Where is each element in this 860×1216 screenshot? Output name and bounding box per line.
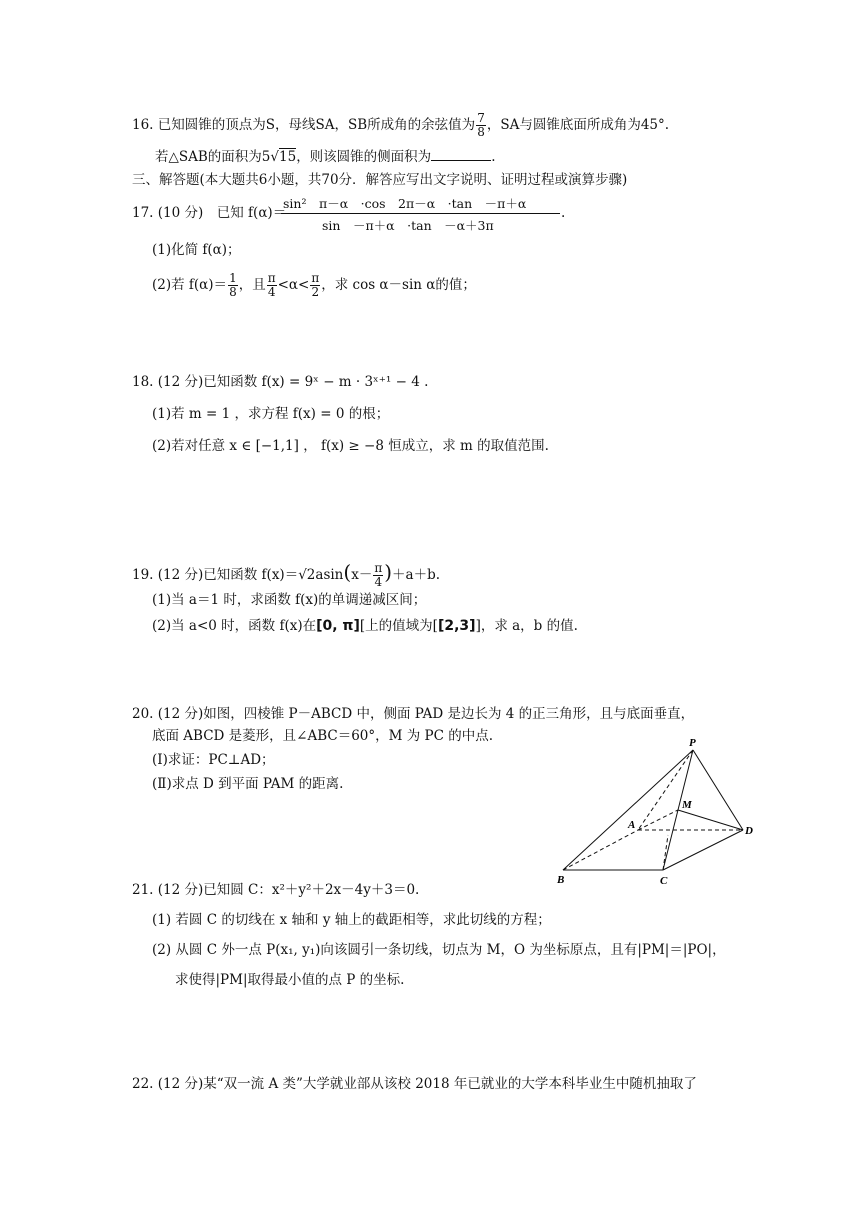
edge-cd <box>663 830 743 870</box>
edge-pb <box>563 750 693 870</box>
q20-line2: 底面 ABCD 是菱形，且∠ABC＝60°，M 为 PC 的中点. <box>152 728 494 744</box>
edge-md <box>678 810 743 830</box>
q21-part1: (1) 若圆 C 的切线在 x 轴和 y 轴上的截距相等，求此切线的方程； <box>152 912 551 928</box>
q18-line1: 18. (12 分)已知函数 f(x) = 9ˣ − m · 3ˣ⁺¹ − 4 . <box>132 374 429 390</box>
label-p: P <box>689 737 696 749</box>
q19-line1: 19. (12 分)已知函数 f(x)＝√2asin(x－ $\frac{\pi}{4}$ )＋a＋b. <box>132 560 441 589</box>
q22-line1: 22. (12 分)某“双一流 A 类”大学就业部从该校 2018 年已就业的大学本科毕业生中随机抽取了 <box>132 1076 697 1092</box>
edge-am <box>638 810 678 830</box>
q17-numerator: sin² π－α ·cos 2π－α ·tan －π＋α <box>283 196 527 211</box>
q20-line1: 20. (12 分)如图，四棱锥 P－ABCD 中，侧面 PAD 是边长为 4 的正三角形，且与底面垂直， <box>132 706 695 722</box>
q16-line1: 16. 已知圆锥的顶点为S，母线SA，SB所成角的余弦值为 $\frac{7}{8}$ ，SA与圆锥底面所成角为45°. <box>132 111 670 139</box>
answer-blank <box>431 146 491 161</box>
q17-part1: (1)化简 f(α)； <box>152 242 241 258</box>
q18-part1: (1)若 m = 1 ，求方程 f(x) = 0 的根； <box>152 406 390 422</box>
q19-part1: (1)当 a＝1 时，求函数 f(x)的单调递减区间； <box>152 592 427 608</box>
q17-tail: . <box>561 205 566 221</box>
label-c: C <box>660 875 668 887</box>
q17-line1: 17. (10 分) 已知 f(α)＝ <box>132 205 287 221</box>
q17-denominator: sin －π＋α ·tan －α＋3π <box>322 218 494 233</box>
label-m: M <box>682 799 692 811</box>
section-3-heading: 三、解答题(本大题共6小题，共70分．解答应写出文字说明、证明过程或演算步骤) <box>132 172 628 188</box>
q21-line1: 21. (12 分)已知圆 C：x²＋y²＋2x－4y＋3＝0. <box>132 882 420 898</box>
label-a: A <box>628 819 636 831</box>
label-b: B <box>557 874 565 886</box>
q19-part2: (2)当 a<0 时，函数 f(x)在[0, π][上的值域为[[2,3]]，求 a，b 的值. <box>152 618 578 634</box>
q16-fraction: $\frac{7}{8}$ <box>477 111 485 139</box>
q17-part2: (2)若 f(α)＝ $\frac{1}{8}$ ，且 $\frac{\pi}{4}$ <α< $\frac{\pi}{2}$ ，求 cos α－sin α的值； <box>152 271 476 299</box>
sqrt-symbol: √ <box>270 149 279 165</box>
q20-part2: (Ⅱ)求点 D 到平面 PAM 的距离. <box>152 776 344 792</box>
q20-part1: (Ⅰ)求证：PC⊥AD； <box>152 752 275 768</box>
edge-pa <box>638 750 693 830</box>
q18-part2: (2)若对任意 x ∈ [−1,1] ， f(x) ≥ −8 恒成立，求 m 的取值范围. <box>152 438 549 454</box>
q16-line2: 若△SAB的面积为5√15，则该圆锥的侧面积为 . <box>155 146 495 167</box>
q21-part2: (2) 从圆 C 外一点 P(x₁, y₁)向该圆引一条切线，切点为 M，O 为坐标原点，且有|PM|＝|PO|， <box>152 942 726 958</box>
pyramid-figure <box>548 735 768 890</box>
q21-part2-cont: 求使得|PM|取得最小值的点 P 的坐标. <box>175 972 405 988</box>
q17-fraction-bar <box>281 213 560 214</box>
label-d: D <box>745 825 753 837</box>
edge-pd <box>693 750 743 830</box>
